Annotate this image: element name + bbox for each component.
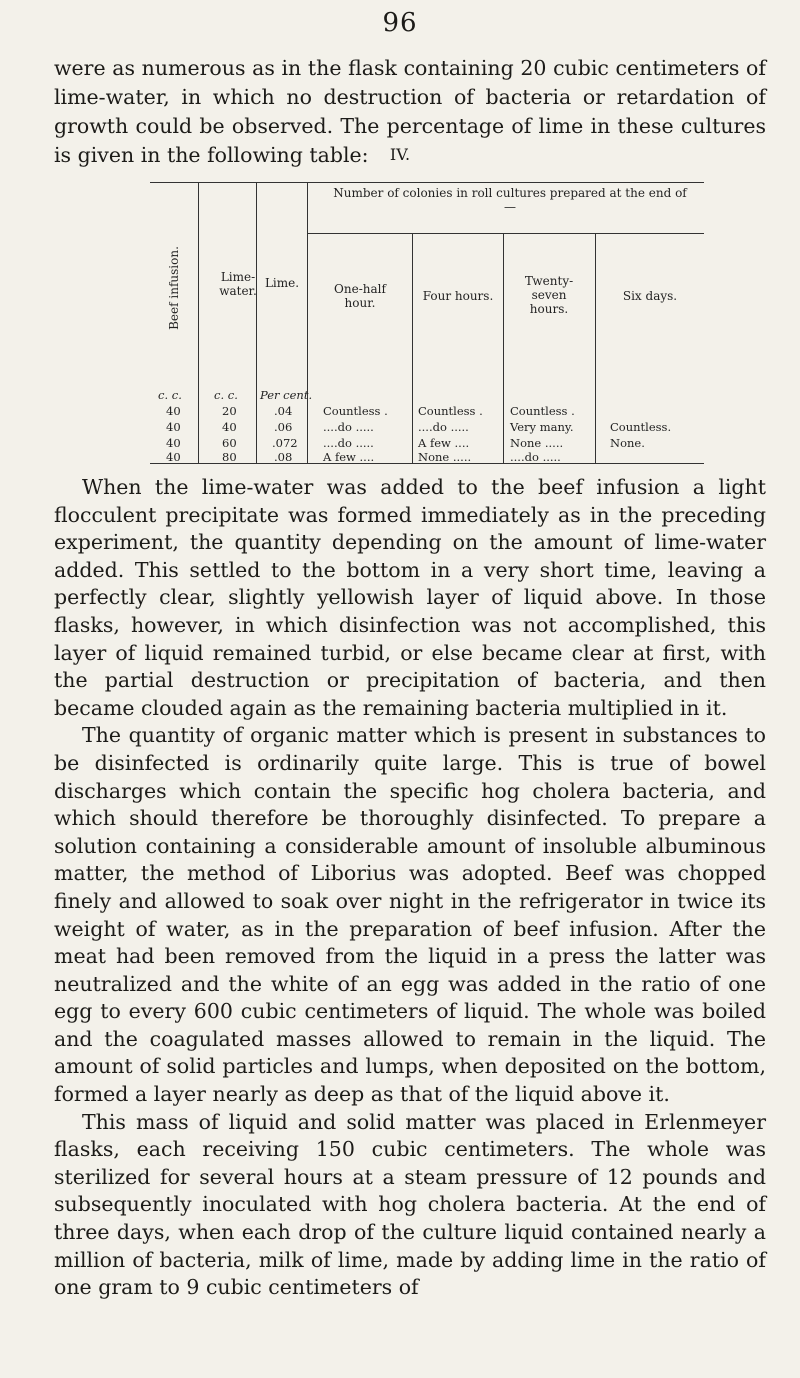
- table-cell: 40: [166, 404, 181, 418]
- header-four-hours: Four hours.: [422, 289, 494, 303]
- header-lime-water: Lime-water.: [219, 270, 257, 298]
- table-label: IV.: [389, 145, 411, 164]
- paragraph: This mass of liquid and solid matter was placed in Erlenmeyer flasks, each receiving 150 cubic centimeters. The whole was sterilized for several hours at a steam pressure of 12 pounds and subsequently inoculated with hog cholera bacteria. At the end of three days, when each drop of the culture liquid contained nearly a million of bacteria, milk of lime, made by adding lime in the ratio of one gram to 9 cubic centimeters of: [54, 1109, 766, 1300]
- header-beef-infusion: Beef infusion.: [167, 246, 181, 330]
- table-col-rule: [412, 233, 413, 463]
- header-lime: Lime.: [264, 276, 300, 290]
- table-cell: ....do .....: [323, 436, 374, 450]
- paragraph: The quantity of organic matter which is present in substances to be disinfected is ordinarily quite large. This is true of bowel discharges which contain the specific hog cholera bacteria, and which should therefore be thoroughly disinfected. To prepare a solution containing a considerable amount of insoluble albuminous matter, the method of Liborius was adopted. Beef was chopped finely and allowed to soak over night in the refrigerator in twice its weight of water, as in the preparation of beef infusion. After the meat had been removed from the liquid in a press the latter was neutralized and the white of an egg was added in the ratio of one egg to every 600 cubic centimeters of liquid. The whole was boiled and the coagulated masses allowed to remain in the liquid. The amount of solid particles and lumps, when deposited on the bottom, formed a layer nearly as deep as that of the liquid above it.: [54, 723, 766, 1107]
- table-cell: .04: [274, 404, 293, 418]
- table-cell: None .....: [418, 450, 472, 464]
- table-cell: 40: [166, 450, 181, 464]
- table-cell: .072: [272, 436, 298, 450]
- unit-lime-water: c. c.: [214, 388, 238, 402]
- table-cell: 40: [222, 420, 237, 434]
- header-twenty-seven-hours: Twenty-seven hours.: [524, 274, 574, 316]
- lime-culture-table: [150, 182, 704, 464]
- page-number: 96: [382, 8, 418, 38]
- unit-beef: c. c.: [158, 388, 182, 402]
- table-cell: None.: [610, 436, 645, 450]
- table-col-rule: [307, 182, 308, 463]
- header-six-days: Six days.: [622, 289, 678, 303]
- table-cell: Countless .: [323, 404, 388, 418]
- table-col-rule: [256, 182, 257, 463]
- table-cell: Very many.: [510, 420, 574, 434]
- header-colonies-group: Number of colonies in roll cultures prepared at the end of—: [333, 186, 687, 214]
- table-col-rule: [503, 233, 504, 463]
- table-cell: 80: [222, 450, 237, 464]
- table-cell: None .....: [510, 436, 564, 450]
- table-cell: ....do .....: [418, 420, 469, 434]
- table-cell: ....do .....: [323, 420, 374, 434]
- intro-paragraph: were as numerous as in the flask containing 20 cubic centimeters of lime-water, in which no destruction of bacteria or retardation of growth could be observed. The percentage of lime in these cultures is given in the following table:: [54, 56, 766, 167]
- table-cell: 40: [166, 436, 181, 450]
- table-cell: .06: [274, 420, 293, 434]
- table-cell: ....do .....: [510, 450, 561, 464]
- table-top-rule: [150, 182, 704, 183]
- table-cell: 60: [222, 436, 237, 450]
- table-cell: Countless .: [510, 404, 575, 418]
- table-subheader-rule: [307, 233, 704, 234]
- table-cell: Countless .: [418, 404, 483, 418]
- table-cell: A few ....: [418, 436, 470, 450]
- header-half-hour: One-half hour.: [334, 282, 386, 310]
- table-cell: A few ....: [323, 450, 375, 464]
- table-col-rule: [198, 182, 199, 463]
- body-text: [54, 474, 766, 1302]
- paragraph: When the lime-water was added to the beef infusion a light flocculent precipitate was formed immediately as in the preceding experiment, the quantity depending on the amount of lime-water added. This settled to the bottom in a very short time, leaving a perfectly clear, slightly yellowish layer of liquid above. In those flasks, however, in which disinfection was not accomplished, this layer of liquid remained turbid, or else became clear at first, with the partial destruction or precipitation of bacteria, and then became clouded again as the remaining bacteria multiplied in it.: [54, 475, 766, 720]
- table-cell: Countless.: [610, 420, 672, 434]
- unit-lime: Per cent.: [260, 388, 313, 402]
- table-cell: 20: [222, 404, 237, 418]
- table-cell: .08: [274, 450, 293, 464]
- table-cell: 40: [166, 420, 181, 434]
- table-col-rule: [595, 233, 596, 463]
